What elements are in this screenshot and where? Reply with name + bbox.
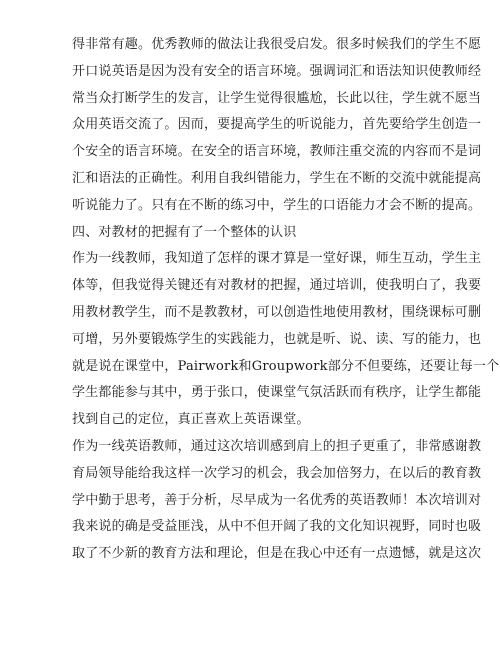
text-line: 作为一线教师，我知道了怎样的课才算是一堂好课，师生互动，学生主 <box>72 251 482 267</box>
text-line: 开口说英语是因为没有安全的语言环境。强调词汇和语法知识使教师经 <box>72 63 482 79</box>
text-line: 可增，另外要锻炼学生的实践能力，也就是听、说、读、写的能力，也 <box>72 331 482 347</box>
text-line: 众用英语交流了。因而，要提高学生的听说能力，首先要给学生创造一 <box>72 117 482 133</box>
text-line: 个安全的语言环境。在安全的语言环境，教师注重交流的内容而不是词 <box>72 144 482 160</box>
document-body <box>72 32 500 568</box>
text-line: 作为一线英语教师，通过这次培训感到肩上的担子更重了，非常感谢教 <box>72 438 482 454</box>
text-line: 得非常有趣。优秀教师的做法让我很受启发。很多时候我们的学生不愿 <box>72 37 482 52</box>
text-line: 常当众打断学生的发言，让学生觉得很尴尬，长此以往，学生就不愿当 <box>72 90 482 106</box>
text-line: 就是说在课堂中，Pairwork和Groupwork部分不但要练，还要让每一个 <box>72 358 500 374</box>
paragraph-2 <box>72 246 500 434</box>
section-heading-4: 四、对教材的把握有了一个整体的认识 <box>72 224 297 240</box>
text-line: 体等，但我觉得关键还有对教材的把握，通过培训，使我明白了，我要 <box>72 278 482 294</box>
text-line: 学生都能参与其中，勇于张口，使课堂气氛活跃而有秩序，让学生都能 <box>72 385 482 401</box>
text-line: 学中勤于思考，善于分析，尽早成为一名优秀的英语教师！本次培训对 <box>72 492 482 508</box>
text-line: 听说能力了。只有在不断的练习中，学生的口语能力才会不断的提高。 <box>72 197 482 213</box>
text-line: 育局领导能给我这样一次学习的机会，我会加倍努力，在以后的教育教 <box>72 465 482 481</box>
paragraph-1 <box>72 32 482 220</box>
paragraph-3 <box>72 434 482 568</box>
text-line: 用教材教学生，而不是教教材，可以创造性地使用教材，围绕课标可删 <box>72 304 482 320</box>
text-line: 汇和语法的正确性。利用自我纠错能力，学生在不断的交流中就能提高 <box>72 170 482 186</box>
text-line: 取了不少新的教育方法和理论，但是在我心中还有一点遗憾，就是这次 <box>72 546 482 562</box>
text-line: 找到自己的定位，真正喜欢上英语课堂。 <box>72 412 310 428</box>
text-line: 我来说的确是受益匪浅，从中不但开阔了我的文化知识视野，同时也吸 <box>72 519 482 535</box>
